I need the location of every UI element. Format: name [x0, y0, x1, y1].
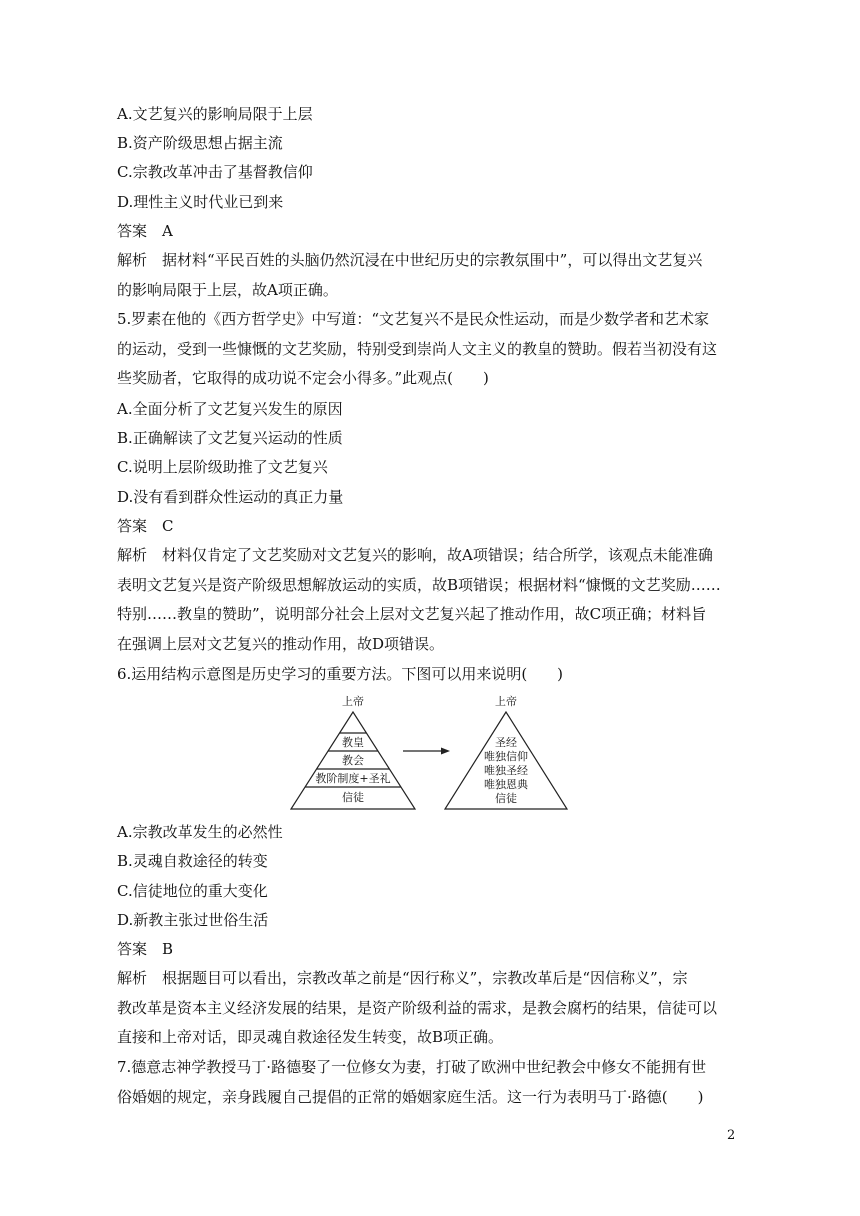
structure-diagram [285, 690, 575, 815]
q5-analysis-line: 表明文艺复兴是资产阶级思想解放运动的实质，故B项错误；根据材料“慷慨的文艺奖励…… [117, 575, 721, 594]
left-layer-label: 教会 [342, 754, 364, 767]
q6-analysis-line: 解析 根据题目可以看出，宗教改革之前是“因行称义”，宗教改革后是“因信称义”，宗 [117, 969, 688, 987]
q5-analysis [117, 541, 742, 659]
right-layer-label: 唯独信仰 [484, 750, 528, 763]
left-layer-label: 信徒 [342, 791, 364, 804]
q6-stem: 6.运用结构示意图是历史学习的重要方法。下图可以用来说明( ) [117, 665, 564, 683]
left-top-label: 上帝 [342, 695, 364, 708]
q6-analysis [117, 964, 742, 1053]
arrow-icon [441, 748, 450, 755]
right-layer-label: 唯独恩典 [484, 778, 528, 791]
q4-option-d: D.理性主义时代业已到来 [117, 193, 284, 211]
q5-option-d: D.没有看到群众性运动的真正力量 [117, 488, 344, 506]
right-layer-label: 唯独圣经 [484, 764, 528, 777]
q5-option-b: B.正确解读了文艺复兴运动的性质 [117, 429, 343, 447]
q5-option-a: A.全面分析了文艺复兴发生的原因 [117, 400, 343, 418]
q4-analysis [117, 246, 742, 305]
structure-diagram-svg [285, 690, 575, 815]
q5-stem-line: 的运动，受到一些慷慨的文艺奖励，特别受到崇尚人文主义的教皇的赞助。假若当初没有这 [117, 339, 718, 358]
q5-option-c: C.说明上层阶级助推了文艺复兴 [117, 458, 328, 476]
q6-option-b: B.灵魂自救途径的转变 [117, 852, 268, 870]
q7-stem [117, 1053, 742, 1112]
q4-option-a: A.文艺复兴的影响局限于上层 [117, 105, 313, 123]
right-top-label: 上帝 [495, 695, 517, 708]
q4-option-b: B.资产阶级思想占据主流 [117, 134, 283, 152]
q6-option-d: D.新教主张过世俗生活 [117, 911, 269, 929]
right-layer-label: 圣经 [495, 736, 517, 749]
q6-analysis-line: 教改革是资本主义经济发展的结果，是资产阶级利益的需求，是教会腐朽的结果，信徒可以 [117, 998, 718, 1017]
q4-option-c: C.宗教改革冲击了基督教信仰 [117, 163, 313, 181]
q7-stem-line: 7.德意志神学教授马丁·路德娶了一位修女为妻，打破了欧洲中世纪教会中修女不能拥有世 [117, 1058, 707, 1076]
q5-answer: 答案 C [117, 517, 174, 535]
q5-analysis-line: 特别……教皇的赞助”，说明部分社会上层对文艺复兴起了推动作用，故C项正确；材料旨 [117, 605, 707, 623]
q4-analysis-line: 解析 据材料“平民百姓的头脑仍然沉浸在中世纪历史的宗教氛围中”，可以得出文艺复兴 [117, 251, 703, 269]
q5-analysis-line: 在强调上层对文艺复兴的推动作用，故D项错误。 [117, 634, 445, 653]
q6-answer: 答案 B [117, 940, 174, 958]
q6-option-a: A.宗教改革发生的必然性 [117, 823, 283, 841]
q4-analysis-line: 的影响局限于上层，故A项正确。 [117, 280, 338, 299]
page-number: 2 [727, 1128, 736, 1143]
left-layer-label: 教皇 [342, 736, 364, 749]
q5-stem [117, 305, 742, 394]
left-layer-label: 教阶制度+圣礼 [315, 772, 391, 785]
q5-analysis-line: 解析 材料仅肯定了文艺奖励对文艺复兴的影响，故A项错误；结合所学，该观点未能准确 [117, 546, 713, 564]
q4-answer: 答案 A [117, 222, 173, 240]
right-layer-label: 信徒 [495, 792, 517, 805]
q6-option-c: C.信徒地位的重大变化 [117, 882, 268, 900]
q5-stem-line: 些奖励者，它取得的成功说不定会小得多。”此观点( ) [117, 369, 489, 387]
q6-analysis-line: 直接和上帝对话，即灵魂自救途径发生转变，故B项正确。 [117, 1028, 504, 1046]
q7-stem-line: 俗婚姻的规定，亲身践履自己提倡的正常的婚姻家庭生活。这一行为表明马丁·路德( ) [117, 1087, 704, 1106]
q5-stem-line: 5.罗素在他的《西方哲学史》中写道：“文艺复兴不是民众性运动，而是少数学者和艺术家 [117, 310, 709, 328]
